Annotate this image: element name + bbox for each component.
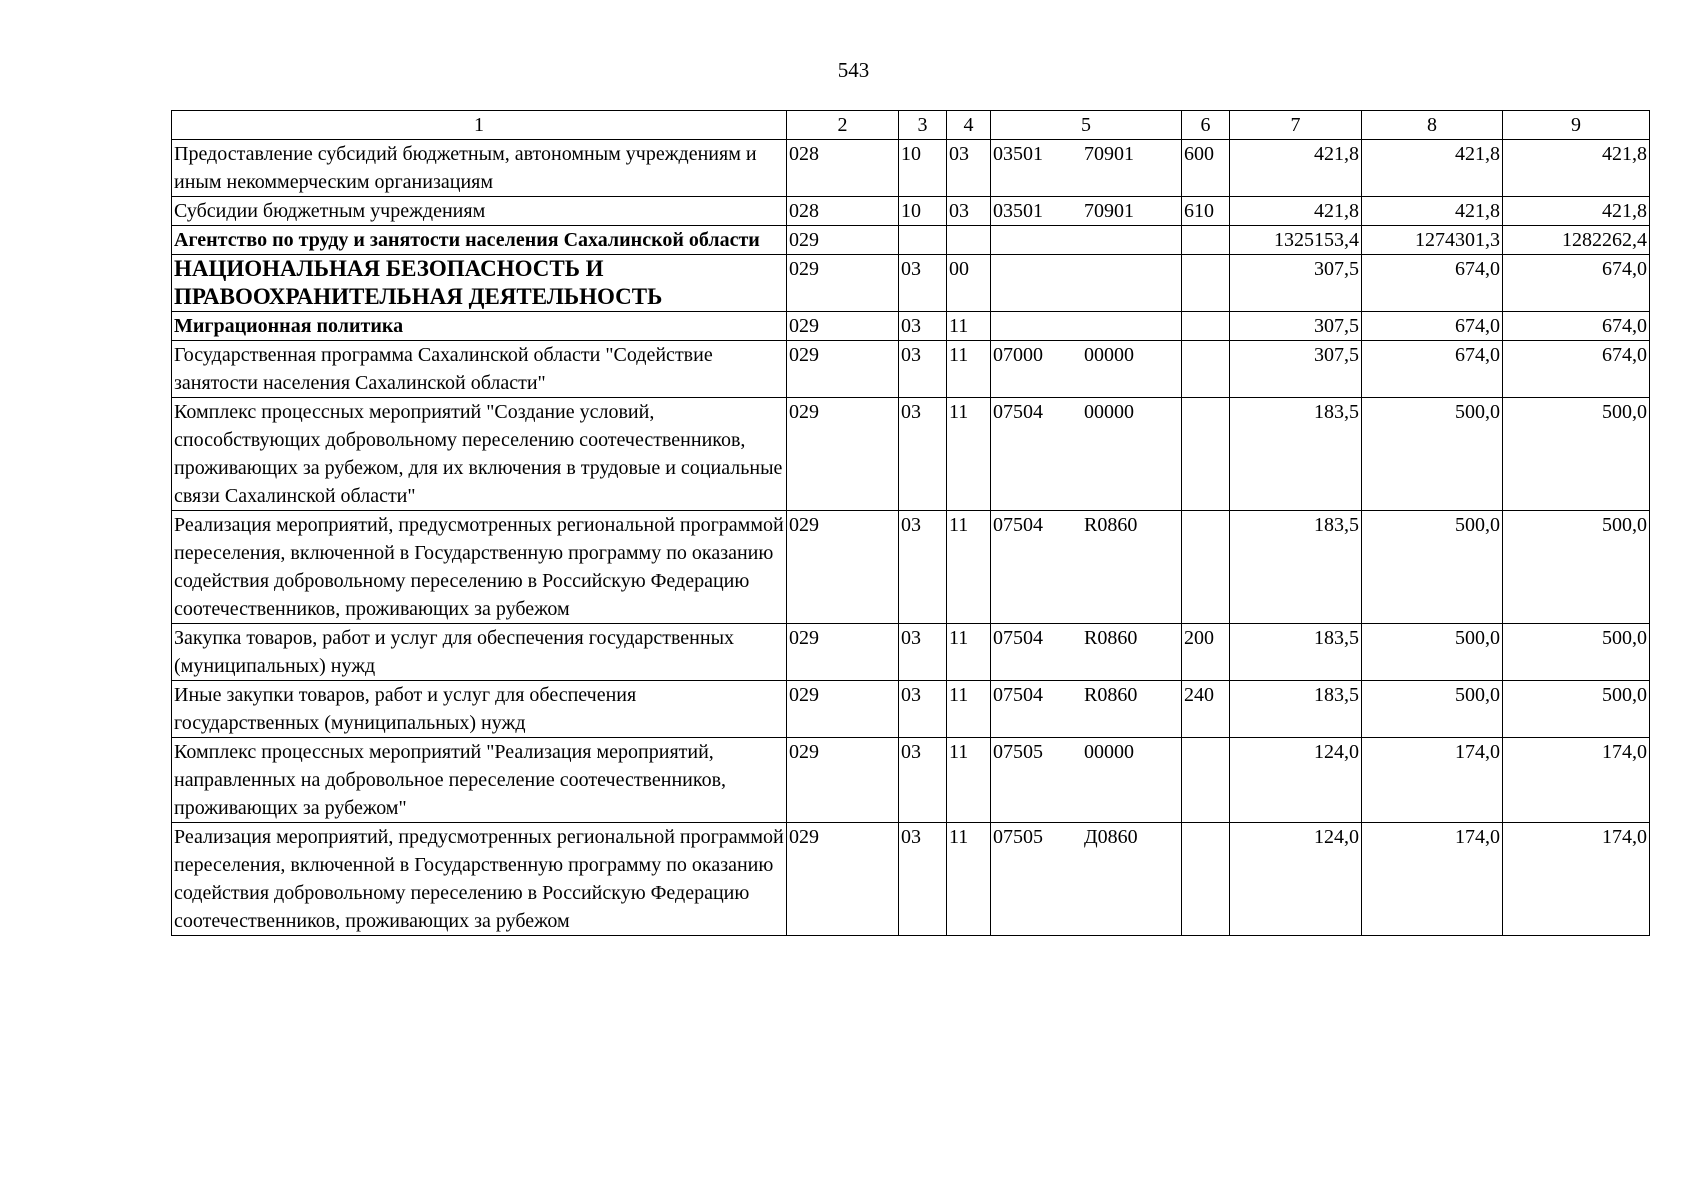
target-article-program: 07505: [993, 741, 1043, 763]
amount-col7-cell: 124,0: [1230, 738, 1362, 823]
amount-col9-cell: 1282262,4: [1503, 226, 1650, 255]
amount-col7-cell: 124,0: [1230, 823, 1362, 936]
target-article-program: 07504: [993, 684, 1043, 706]
expense-type-cell: 610: [1182, 197, 1230, 226]
row-name-cell: Иные закупки товаров, работ и услуг для обеспечения государственных (муниципальных) нужд: [172, 681, 787, 738]
amount-col8-cell: 500,0: [1362, 511, 1503, 624]
admin-code-cell: 029: [787, 312, 899, 341]
amount-col7-cell: 307,5: [1230, 312, 1362, 341]
admin-code-cell: 029: [787, 255, 899, 312]
amount-col7-cell: 307,5: [1230, 341, 1362, 398]
target-article-program: 07504: [993, 627, 1043, 649]
section-cell: 03: [899, 312, 947, 341]
target-article-cell: [991, 398, 1182, 511]
target-article-cell: [991, 197, 1182, 226]
table-row: [172, 341, 1650, 398]
header-cell: 7: [1230, 111, 1362, 140]
expense-type-cell: [1182, 511, 1230, 624]
amount-col8-cell: 674,0: [1362, 341, 1503, 398]
target-article-program: 03501: [993, 143, 1043, 165]
table-row: [172, 197, 1650, 226]
header-cell: 5: [991, 111, 1182, 140]
expense-type-cell: [1182, 226, 1230, 255]
budget-table: [171, 110, 1650, 936]
subsection-cell: 03: [947, 140, 991, 197]
amount-col8-cell: 1274301,3: [1362, 226, 1503, 255]
subsection-cell: 00: [947, 255, 991, 312]
amount-col9-cell: 500,0: [1503, 681, 1650, 738]
amount-col8-cell: 421,8: [1362, 197, 1503, 226]
section-cell: 03: [899, 624, 947, 681]
amount-col7-cell: 183,5: [1230, 511, 1362, 624]
target-article-direction: 70901: [1084, 200, 1134, 222]
expense-type-cell: 200: [1182, 624, 1230, 681]
table-row: [172, 255, 1650, 312]
row-name-cell: Агентство по труду и занятости населения Сахалинской области: [172, 226, 787, 255]
row-name-cell: Закупка товаров, работ и услуг для обеспечения государственных (муниципальных) нужд: [172, 624, 787, 681]
admin-code-cell: 029: [787, 738, 899, 823]
header-row: [172, 111, 1650, 140]
table-body: [172, 140, 1650, 936]
amount-col7-cell: 183,5: [1230, 681, 1362, 738]
amount-col7-cell: 307,5: [1230, 255, 1362, 312]
subsection-cell: 11: [947, 398, 991, 511]
amount-col9-cell: 500,0: [1503, 511, 1650, 624]
target-article-direction: 00000: [1084, 741, 1134, 763]
target-article-cell: [991, 624, 1182, 681]
target-article-direction: R0860: [1084, 684, 1138, 706]
amount-col7-cell: 183,5: [1230, 624, 1362, 681]
expense-type-cell: [1182, 341, 1230, 398]
amount-col7-cell: 1325153,4: [1230, 226, 1362, 255]
target-article-program: 07505: [993, 826, 1043, 848]
expense-type-cell: [1182, 255, 1230, 312]
table-row: [172, 511, 1650, 624]
row-name-cell: Субсидии бюджетным учреждениям: [172, 197, 787, 226]
section-cell: 03: [899, 823, 947, 936]
admin-code-cell: 029: [787, 511, 899, 624]
header-cell: 3: [899, 111, 947, 140]
amount-col9-cell: 421,8: [1503, 197, 1650, 226]
expense-type-cell: [1182, 738, 1230, 823]
header-cell: 9: [1503, 111, 1650, 140]
section-cell: 03: [899, 681, 947, 738]
subsection-cell: 11: [947, 624, 991, 681]
target-article-program: 03501: [993, 200, 1043, 222]
target-article-cell: [991, 738, 1182, 823]
target-article-direction: 70901: [1084, 143, 1134, 165]
target-article-direction: R0860: [1084, 514, 1138, 536]
amount-col9-cell: 674,0: [1503, 255, 1650, 312]
amount-col9-cell: 674,0: [1503, 312, 1650, 341]
row-name-cell: Комплекс процессных мероприятий "Реализация мероприятий, направленных на добровольное переселение соотечественников, проживающих за рубежом": [172, 738, 787, 823]
amount-col8-cell: 674,0: [1362, 312, 1503, 341]
expense-type-cell: [1182, 398, 1230, 511]
amount-col8-cell: 174,0: [1362, 738, 1503, 823]
amount-col9-cell: 500,0: [1503, 624, 1650, 681]
amount-col9-cell: 174,0: [1503, 823, 1650, 936]
target-article-program: 07504: [993, 401, 1043, 423]
target-article-direction: 00000: [1084, 401, 1134, 423]
expense-type-cell: 240: [1182, 681, 1230, 738]
section-cell: 10: [899, 140, 947, 197]
table-row: [172, 140, 1650, 197]
header-cell: 2: [787, 111, 899, 140]
page-number: 543: [837, 58, 870, 82]
section-cell: 10: [899, 197, 947, 226]
section-cell: [899, 226, 947, 255]
admin-code-cell: 029: [787, 681, 899, 738]
table-row: [172, 681, 1650, 738]
subsection-cell: 11: [947, 341, 991, 398]
row-name-cell: Реализация мероприятий, предусмотренных региональной программой переселения, включенной в Государственную программу по оказанию содействия добровольному переселению в Российскую Федерацию соотечественников, проживающих за рубежом: [172, 823, 787, 936]
row-name-cell: Миграционная политика: [172, 312, 787, 341]
target-article-cell: [991, 341, 1182, 398]
amount-col8-cell: 174,0: [1362, 823, 1503, 936]
amount-col7-cell: 183,5: [1230, 398, 1362, 511]
row-name-cell: Реализация мероприятий, предусмотренных региональной программой переселения, включенной в Государственную программу по оказанию содействия добровольному переселению в Российскую Федерацию соотечественников, проживающих за рубежом: [172, 511, 787, 624]
subsection-cell: 11: [947, 312, 991, 341]
section-cell: 03: [899, 255, 947, 312]
header-cell: 8: [1362, 111, 1503, 140]
header-cell: 4: [947, 111, 991, 140]
amount-col7-cell: 421,8: [1230, 140, 1362, 197]
section-cell: 03: [899, 398, 947, 511]
subsection-cell: 11: [947, 738, 991, 823]
expense-type-cell: 600: [1182, 140, 1230, 197]
admin-code-cell: 029: [787, 341, 899, 398]
amount-col9-cell: 174,0: [1503, 738, 1650, 823]
admin-code-cell: 029: [787, 226, 899, 255]
expense-type-cell: [1182, 823, 1230, 936]
section-cell: 03: [899, 341, 947, 398]
row-name-cell: НАЦИОНАЛЬНАЯ БЕЗОПАСНОСТЬ И ПРАВООХРАНИТЕЛЬНАЯ ДЕЯТЕЛЬНОСТЬ: [172, 255, 787, 312]
target-article-program: 07000: [993, 344, 1043, 366]
section-cell: 03: [899, 738, 947, 823]
subsection-cell: 03: [947, 197, 991, 226]
target-article-cell: [991, 140, 1182, 197]
amount-col9-cell: 674,0: [1503, 341, 1650, 398]
amount-col9-cell: 421,8: [1503, 140, 1650, 197]
amount-col8-cell: 421,8: [1362, 140, 1503, 197]
amount-col8-cell: 500,0: [1362, 681, 1503, 738]
target-article-cell: [991, 312, 1182, 341]
table-row: [172, 226, 1650, 255]
subsection-cell: 11: [947, 823, 991, 936]
admin-code-cell: 029: [787, 624, 899, 681]
admin-code-cell: 028: [787, 197, 899, 226]
table-row: [172, 312, 1650, 341]
amount-col8-cell: 674,0: [1362, 255, 1503, 312]
subsection-cell: [947, 226, 991, 255]
row-name-cell: Государственная программа Сахалинской области "Содействие занятости населения Сахалинской области": [172, 341, 787, 398]
subsection-cell: 11: [947, 681, 991, 738]
target-article-cell: [991, 255, 1182, 312]
target-article-cell: [991, 823, 1182, 936]
target-article-direction: Д0860: [1084, 826, 1138, 848]
target-article-cell: [991, 226, 1182, 255]
admin-code-cell: 028: [787, 140, 899, 197]
admin-code-cell: 029: [787, 398, 899, 511]
subsection-cell: 11: [947, 511, 991, 624]
header-cell: 1: [172, 111, 787, 140]
row-name-cell: Комплекс процессных мероприятий "Создание условий, способствующих добровольному переселению соотечественников, проживающих за рубежом, для их включения в трудовые и социальные связи Сахалинской области": [172, 398, 787, 511]
target-article-program: 07504: [993, 514, 1043, 536]
amount-col8-cell: 500,0: [1362, 398, 1503, 511]
admin-code-cell: 029: [787, 823, 899, 936]
target-article-direction: R0860: [1084, 627, 1138, 649]
table-row: [172, 624, 1650, 681]
expense-type-cell: [1182, 312, 1230, 341]
target-article-cell: [991, 511, 1182, 624]
amount-col7-cell: 421,8: [1230, 197, 1362, 226]
amount-col8-cell: 500,0: [1362, 624, 1503, 681]
target-article-cell: [991, 681, 1182, 738]
table-row: [172, 823, 1650, 936]
table-row: [172, 738, 1650, 823]
target-article-direction: 00000: [1084, 344, 1134, 366]
section-cell: 03: [899, 511, 947, 624]
amount-col9-cell: 500,0: [1503, 398, 1650, 511]
row-name-cell: Предоставление субсидий бюджетным, автономным учреждениям и иным некоммерческим организациям: [172, 140, 787, 197]
table-row: [172, 398, 1650, 511]
header-cell: 6: [1182, 111, 1230, 140]
